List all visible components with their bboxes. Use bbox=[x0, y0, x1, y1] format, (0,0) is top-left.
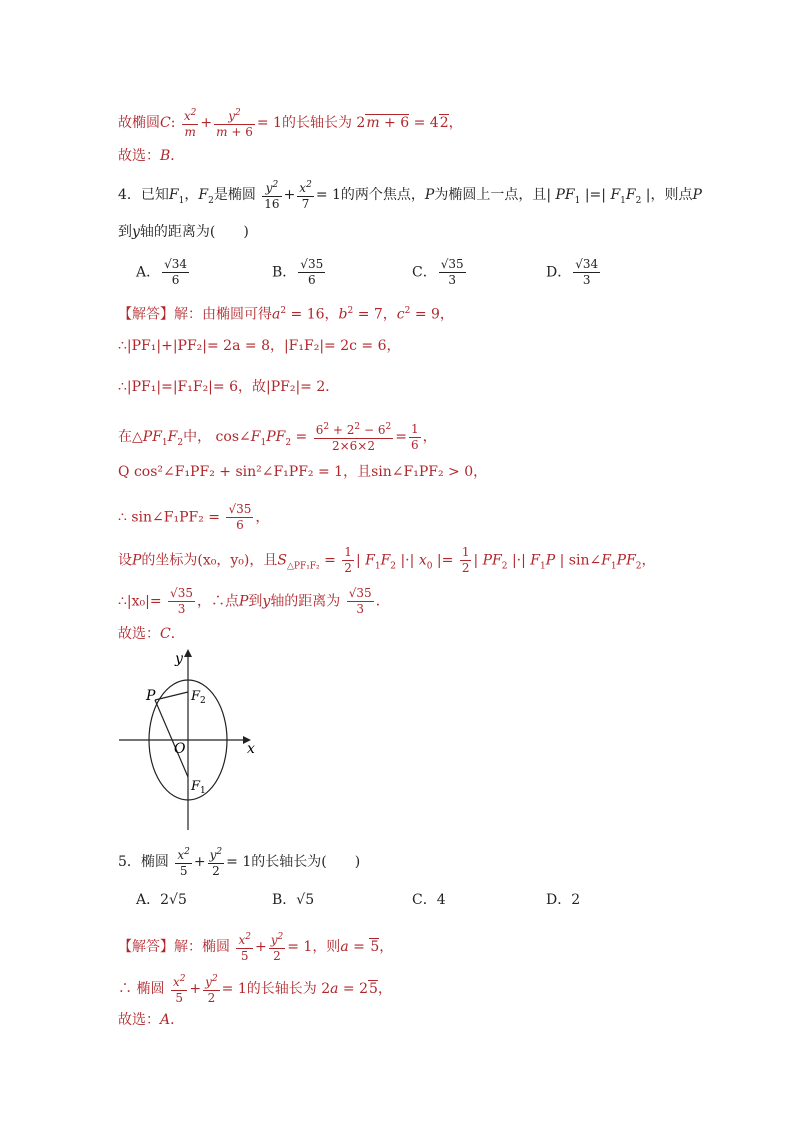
solution-line-6: ∴ sin∠F₁PF₂ = $\frac{√35}{6}$ ， bbox=[118, 502, 270, 532]
text: 的坐标为(x₀，y₀)，且 bbox=[141, 552, 278, 569]
fraction: $\frac{y^2}{m + 6}$ bbox=[216, 108, 253, 139]
text: ， bbox=[448, 115, 463, 131]
numerator: √34 bbox=[164, 257, 188, 271]
fraction: $\frac{1}{2}$ bbox=[461, 545, 470, 575]
option-value: 2√5 bbox=[160, 892, 187, 908]
q5-solution-line-2: ∴ 椭圆 $\frac{x^2}{5}$ + $\frac{y^2}{2}$ = 1的长轴长为 2a = 25， bbox=[118, 974, 392, 1005]
q5-option-c[interactable] bbox=[412, 889, 446, 909]
option-value: 4 bbox=[436, 892, 446, 908]
solution-line-2 bbox=[118, 336, 401, 356]
fraction: $\frac{√35}{3}$ bbox=[348, 586, 372, 616]
text: ，则 bbox=[312, 939, 341, 955]
segment-pf2 bbox=[155, 692, 188, 700]
f2-sub: 2 bbox=[200, 696, 206, 706]
text: 故选： bbox=[118, 1012, 160, 1028]
solution-line-7: 设P的坐标为(x₀，y₀)，且$S_{\triangle PF_1F_2}$ = $\frac{1}{2}$ | $F_1F_2$ |·| $x_0$ |= $\frac{1}{2}$ | $PF_2$ |·| $F_1P$ | $\sin\angle F_1PF_2$， bbox=[118, 545, 656, 575]
solution-tag: 【解答】 bbox=[118, 939, 174, 955]
denominator: 6 bbox=[171, 273, 180, 287]
y-arrow bbox=[184, 649, 192, 657]
denominator: 6 bbox=[307, 273, 316, 287]
f1-label: F bbox=[191, 779, 201, 794]
text: ∴ sin∠F₁PF₂ = bbox=[118, 509, 221, 526]
text: 故椭圆 bbox=[118, 115, 160, 131]
question-5-line: 5．椭圆 $\frac{x^2}{5}$ + $\frac{y^2}{2}$ = 1的长轴长为( ) bbox=[118, 847, 361, 878]
numerator: √35 bbox=[440, 257, 464, 271]
solution-line-5: Q cos²∠F₁PF₂ + sin²∠F₁PF₂ = 1，且sin∠F₁PF₂ > 0， bbox=[118, 464, 488, 480]
segment-pf1 bbox=[155, 700, 188, 777]
option-letter: A． bbox=[136, 264, 161, 281]
option-b[interactable] bbox=[272, 257, 327, 288]
text: ∴|PF₁|=|F₁F₂|= 6，故 bbox=[118, 379, 266, 395]
q5-option-a[interactable] bbox=[136, 889, 187, 909]
text: |PF₂|= 2 bbox=[266, 379, 326, 395]
fraction: $\frac{x^2}{7}$ bbox=[299, 180, 312, 211]
fraction: $\frac{x^2}{m}$ bbox=[183, 108, 197, 139]
text: 的长轴长为 bbox=[281, 115, 352, 131]
fraction bbox=[298, 257, 325, 288]
fraction bbox=[573, 257, 600, 288]
text: ∴ 椭圆 bbox=[118, 981, 165, 997]
fraction bbox=[162, 257, 189, 288]
text: ∴|PF₁|+|PF₂|= 2a = 8，|F₁F₂|= 2c = 6， bbox=[118, 338, 401, 354]
text: sin∠F₁PF₂ > 0， bbox=[371, 464, 488, 480]
fraction: $\frac{x^2}{5}$ bbox=[172, 974, 186, 1005]
q5-pick-line: 故选：A． bbox=[118, 1012, 185, 1028]
q5-solution-line-1: 【解答】解：椭圆 $\frac{x^2}{5}$ + $\frac{y^2}{2}$ = 1，则a = 5， bbox=[118, 932, 394, 963]
text: ∴|x₀|= bbox=[118, 593, 162, 610]
text: 轴的距离为( ) bbox=[139, 224, 249, 240]
text: 4．已知 bbox=[118, 187, 169, 203]
line-conclusion-1: 故椭圆C: $\frac{x^2}{m}$ + $\frac{y^2}{m + 6}$ = 1的长轴长为 2m + 6 = 42， bbox=[118, 108, 463, 139]
numerator: √35 bbox=[300, 257, 324, 271]
ellipse-figure bbox=[115, 645, 265, 835]
denominator: 3 bbox=[582, 273, 591, 287]
fraction: $\frac{6^2 + 2^2 - 6^2}{2\times 6\times 2}$ bbox=[315, 422, 392, 453]
option-c[interactable] bbox=[412, 257, 468, 288]
option-d[interactable] bbox=[546, 257, 602, 288]
numerator: √34 bbox=[575, 257, 599, 271]
text: 是椭圆 bbox=[213, 187, 256, 203]
fraction: $\frac{y^2}{2}$ bbox=[205, 974, 218, 1005]
fraction: $\frac{y^2}{16}$ bbox=[264, 180, 280, 211]
text: 为椭圆上一点，且 bbox=[434, 187, 547, 203]
text: 的长轴长为( ) bbox=[251, 854, 361, 870]
question-4-line-1: 4．已知$F_1$，$F_2$是椭圆 $\frac{y^2}{16}$ + $\frac{x^2}{7}$ = 1的两个焦点，P为椭圆上一点，且| $PF_1$ |=| $F_1F_2$ |，则点P bbox=[118, 180, 702, 211]
text: ，则点 bbox=[650, 187, 693, 203]
answer: B bbox=[160, 148, 171, 164]
p-label: P bbox=[146, 688, 156, 704]
pick-line-4: 故选：C． bbox=[118, 626, 185, 642]
fraction: $\frac{y^2}{2}$ bbox=[270, 932, 284, 963]
option-letter: D． bbox=[546, 892, 572, 908]
option-letter: C． bbox=[412, 264, 437, 281]
text: ，∴点 bbox=[196, 593, 239, 610]
fraction: $\frac{y^2}{2}$ bbox=[209, 847, 223, 878]
solution-line-1: 【解答】解：由椭圆可得$a^2 = 16$，$b^2 = 7$，$c^2 = 9$， bbox=[118, 306, 454, 323]
option-a[interactable] bbox=[136, 257, 191, 288]
option-value: √5 bbox=[296, 892, 315, 908]
text: C bbox=[160, 115, 171, 131]
solution-tag: 【解答】 bbox=[118, 306, 174, 323]
text: 的长轴长为 bbox=[246, 981, 317, 997]
text: 解：椭圆 bbox=[174, 939, 230, 955]
solution-line-3: ∴|PF₁|=|F₁F₂|= 6，故|PF₂|= 2． bbox=[118, 379, 340, 395]
y-label: y bbox=[175, 651, 183, 667]
text: 在△ bbox=[118, 429, 143, 445]
fraction: $\frac{1}{2}$ bbox=[344, 545, 352, 575]
text: 解：由椭圆可得 bbox=[174, 306, 272, 323]
f2-label: F bbox=[191, 689, 201, 704]
option-letter: D． bbox=[546, 264, 572, 281]
f1-sub: 1 bbox=[200, 786, 206, 796]
solution-line-8: ∴|x₀|= $\frac{√35}{3}$ ，∴点P到y轴的距离为 $\frac{√35}{3}$ ． bbox=[118, 586, 390, 616]
o-label: O bbox=[174, 741, 186, 757]
text: 到 bbox=[118, 224, 132, 240]
fraction: $\frac{x^2}{5}$ bbox=[177, 847, 190, 878]
denominator: 3 bbox=[448, 273, 456, 287]
option-letter: B． bbox=[272, 264, 297, 281]
text: 的两个焦点， bbox=[340, 187, 425, 203]
text: 故选： bbox=[118, 148, 160, 164]
text: 故选： bbox=[118, 626, 160, 642]
fraction bbox=[439, 257, 466, 288]
solution-line-4: 在$\triangle PF_1F_2$中， $\cos\angle F_1PF_2$ = $\frac{6^2 + 2^2 - 6^2}{2\times 6\times 2}$ = $\frac{1}{6}$ ， bbox=[118, 421, 437, 453]
text: 设 bbox=[118, 552, 132, 569]
fraction: $\frac{√35}{6}$ bbox=[228, 502, 252, 532]
pick-line-3: 故选：B． bbox=[118, 148, 185, 164]
option-letter: B． bbox=[272, 892, 297, 908]
fraction: $\frac{x^2}{5}$ bbox=[238, 932, 251, 963]
text: 中， bbox=[183, 429, 212, 445]
x-label: x bbox=[247, 741, 255, 757]
fraction: $\frac{√35}{3}$ bbox=[170, 586, 193, 616]
option-value: 2 bbox=[571, 892, 581, 908]
answer: A bbox=[160, 1012, 171, 1028]
text: 轴的距离为 bbox=[270, 593, 341, 610]
text: cos²∠F₁PF₂ + sin²∠F₁PF₂ = 1，且 bbox=[133, 464, 372, 480]
option-letter: A． bbox=[136, 892, 161, 908]
text: 5．椭圆 bbox=[118, 854, 169, 870]
question-4-line-2: 到y轴的距离为( ) bbox=[118, 224, 249, 240]
text: 到 bbox=[248, 593, 263, 610]
answer: C bbox=[160, 626, 171, 642]
option-letter: C． bbox=[412, 892, 437, 908]
q5-option-d[interactable] bbox=[546, 889, 580, 909]
fraction: $\frac{1}{6}$ bbox=[410, 421, 419, 452]
q5-option-b[interactable] bbox=[272, 889, 314, 909]
